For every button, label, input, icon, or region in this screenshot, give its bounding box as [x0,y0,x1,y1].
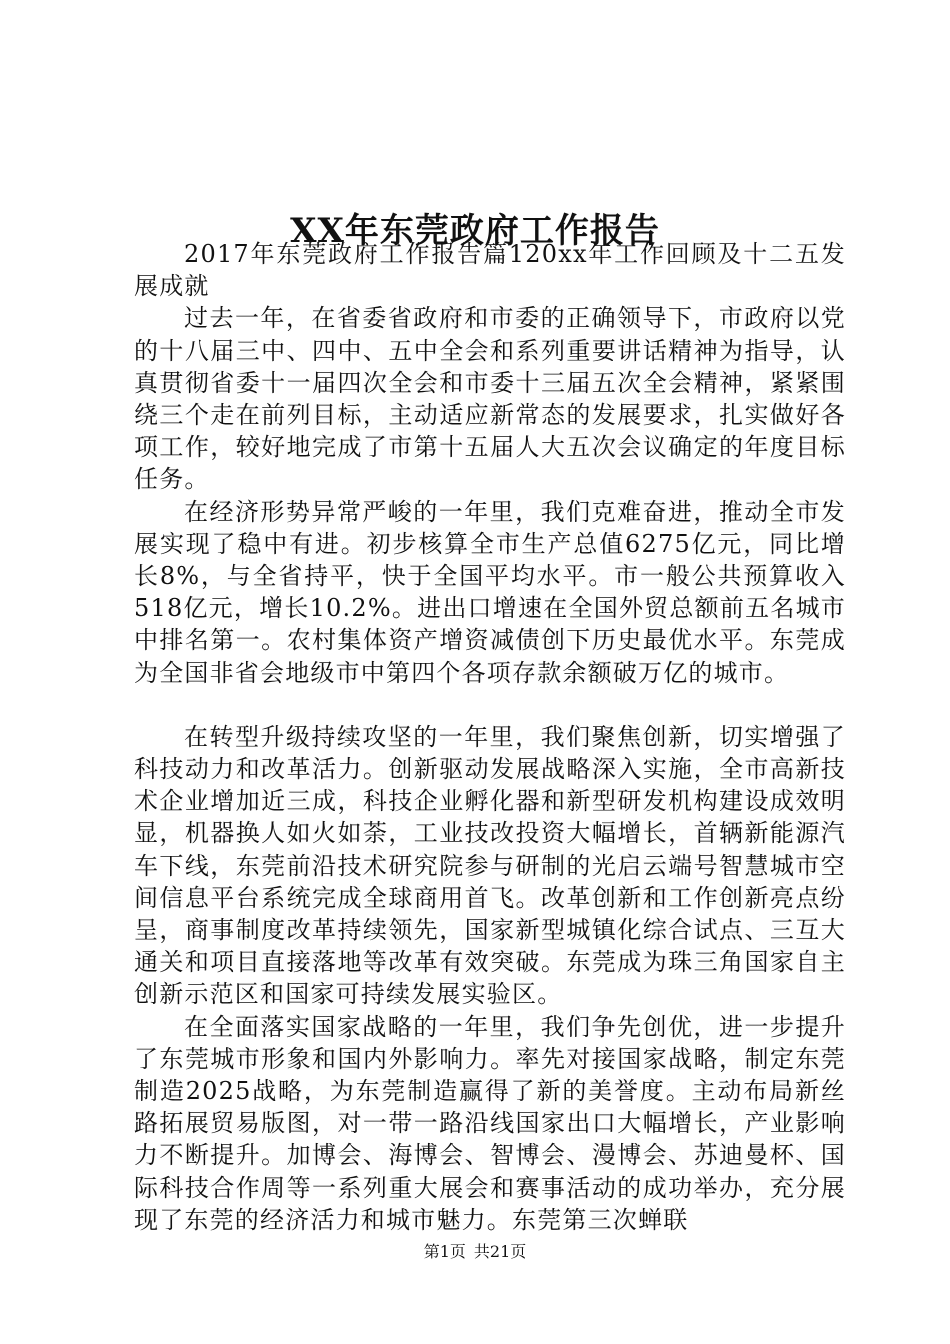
paragraph-subtitle: 2017年东莞政府工作报告篇120xx年工作回顾及十二五发展成就 [134,240,846,301]
page-total: 共21页 [473,1242,527,1261]
page-number: 第1页 [423,1242,466,1261]
paragraph-innovation: 在转型升级持续攻坚的一年里，我们聚焦创新，切实增强了科技动力和改革活力。创新驱动发展战略深入实施，全市高新技术企业增加近三成，科技企业孵化器和新型研发机构建设成效明显，机器换人如火如荼，工业技改投资大幅增长，首辆新能源汽车下线，东莞前沿技术研究院参与研制的光启云端号智慧城市空间信息平台系统完成全球商用首飞。改革创新和工作创新亮点纷呈，商事制度改革持续领先，国家新型城镇化综合试点、三互大通关和项目直接落地等改革有效突破。东莞成为珠三角国家自主创新示范区和国家可持续发展实验区。 [134,722,846,1009]
paragraph-economy: 在经济形势异常严峻的一年里，我们克难奋进，推动全市发展实现了稳中有进。初步核算全市生产总值6275亿元，同比增长8%，与全省持平，快于全国平均水平。市一般公共预算收入518亿元，增长10.2%。进出口增速在全国外贸总额前五名城市中排名第一。农村集体资产增资减债创下历史最优水平。东莞成为全国非省会地级市中第四个各项存款余额破万亿的城市。 [134,497,846,687]
page-footer [0,1240,950,1264]
paragraph-review: 过去一年，在省委省政府和市委的正确领导下，市政府以党的十八届三中、四中、五中全会和系列重要讲话精神为指导，认真贯彻省委十一届四次全会和市委十三届五次全会精神，紧紧围绕三个走在前列目标，主动适应新常态的发展要求，扎实做好各项工作，较好地完成了市第十五届人大五次会议确定的年度目标任务。 [134,304,846,494]
page-title: XX年东莞政府工作报告 [290,210,660,251]
document-body [134,238,846,1236]
paragraph-strategy: 在全面落实国家战略的一年里，我们争先创优，进一步提升了东莞城市形象和国内外影响力。率先对接国家战略，制定东莞制造2025战略，为东莞制造赢得了新的美誉度。主动布局新丝路拓展贸易版图，对一带一路沿线国家出口大幅增长，产业影响力不断提升。加博会、海博会、智博会、漫博会、苏迪曼杯、国际科技合作周等一系列重大展会和赛事活动的成功举办，充分展现了东莞的经济活力和城市魅力。东莞第三次蝉联 [134,1012,846,1234]
